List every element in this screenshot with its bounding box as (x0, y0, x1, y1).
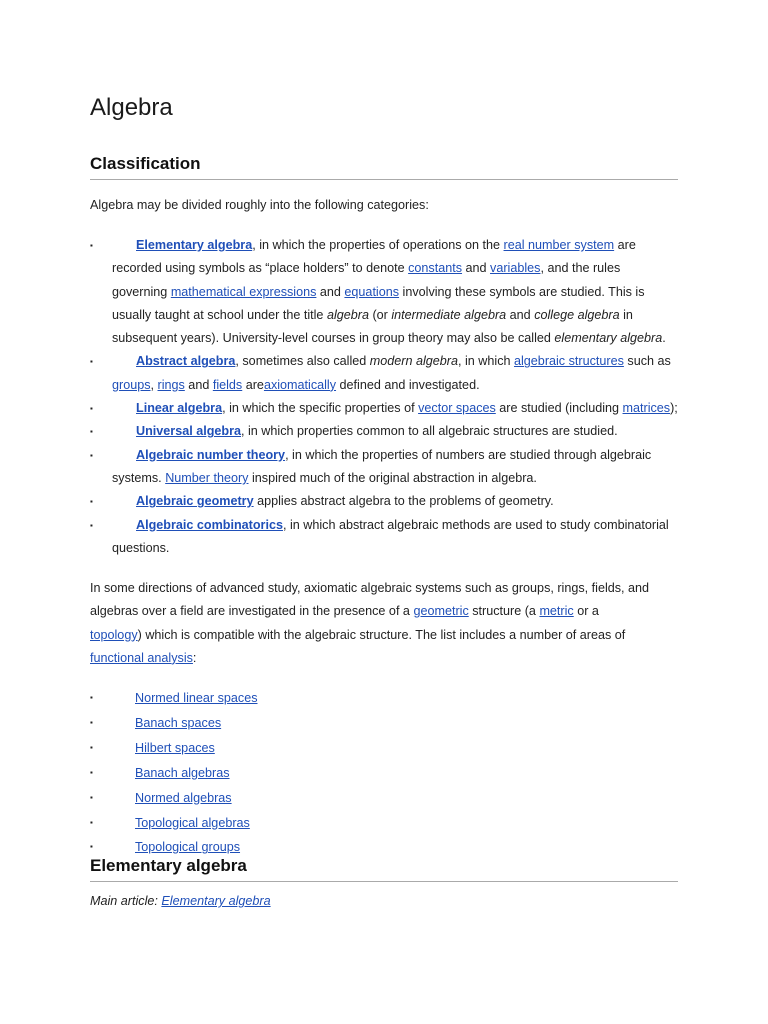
text: such as (623, 354, 671, 369)
link-algebraic-geometry[interactable]: Algebraic geometry (136, 494, 254, 509)
link-banach-algebras[interactable]: Banach algebras (135, 765, 230, 780)
link-topological-groups[interactable]: Topological groups (135, 840, 241, 855)
list-item (90, 420, 678, 443)
bullet-icon: ▪ (90, 717, 93, 727)
bullet-icon: ▪ (90, 767, 93, 777)
link-variables[interactable]: variables (490, 261, 541, 276)
link-universal-algebra[interactable]: Universal algebra (136, 424, 241, 439)
text: , in which abstract algebraic methods are used to study combinatorial questions. (112, 517, 669, 555)
text: (or (368, 307, 392, 322)
link-functional-analysis[interactable]: functional analysis (90, 650, 193, 665)
list-item (90, 444, 678, 491)
link-abstract-algebra[interactable]: Abstract algebra (136, 354, 236, 369)
link-mathematical-expressions[interactable]: mathematical expressions (170, 284, 317, 299)
bullet-icon: ▪ (90, 817, 93, 827)
list-item (90, 786, 258, 811)
link-linear-algebra[interactable]: Linear algebra (136, 401, 223, 416)
bullet-icon: ▪ (90, 450, 93, 460)
text: , (150, 377, 158, 392)
emphasis: algebra (326, 307, 369, 322)
text: , and the rules governing (112, 261, 621, 299)
text: . (662, 331, 666, 346)
text: , sometimes also called (235, 354, 370, 369)
link-hilbert-spaces[interactable]: Hilbert spaces (135, 740, 215, 755)
text: structure (a (468, 604, 540, 619)
text: ) which is compatible with the algebraic structure. The list includes a number of areas of (137, 627, 626, 642)
list-item (90, 514, 678, 561)
section-heading-classification: Classification (90, 153, 678, 180)
text: and (506, 307, 535, 322)
link-topological-algebras[interactable]: Topological algebras (135, 815, 250, 830)
bullet-icon: ▪ (90, 842, 93, 852)
text: are recorded using symbols as “place holders” to denote (112, 238, 636, 276)
link-elementary-algebra[interactable]: Elementary algebra (136, 238, 253, 252)
list-item (90, 234, 678, 350)
link-banach-spaces[interactable]: Banach spaces (135, 715, 222, 730)
text: defined and investigated. (336, 377, 480, 392)
list-item (90, 736, 258, 761)
list-item (90, 811, 258, 836)
text: applies abstract algebra to the problems of geometry. (253, 494, 554, 509)
bullet-icon: ▪ (90, 404, 93, 414)
link-topology[interactable]: topology (90, 627, 138, 642)
list-item (90, 397, 678, 420)
bullet-icon: ▪ (90, 742, 93, 752)
link-matrices[interactable]: matrices (622, 401, 671, 416)
link-normed-linear-spaces[interactable]: Normed linear spaces (135, 691, 258, 705)
text: are (242, 377, 264, 392)
list-item (90, 761, 258, 786)
emphasis: college algebra (534, 307, 620, 322)
bullet-icon: ▪ (90, 520, 93, 530)
text: , in which the specific properties of (222, 401, 419, 416)
list-item (90, 490, 678, 513)
bullet-icon: ▪ (90, 693, 93, 702)
emphasis: elementary algebra (554, 331, 663, 346)
main-article-label: Main article: (90, 894, 162, 908)
link-axiomatically[interactable]: axiomatically (263, 377, 337, 392)
link-geometric[interactable]: geometric (413, 604, 469, 619)
link-normed-algebras[interactable]: Normed algebras (135, 790, 232, 805)
bullet-icon: ▪ (90, 497, 93, 507)
emphasis: modern algebra (369, 354, 458, 369)
link-equations[interactable]: equations (344, 284, 400, 299)
text: : (192, 650, 197, 665)
text: , in which (458, 354, 514, 369)
page-title: Algebra (90, 94, 173, 121)
bullet-icon: ▪ (90, 357, 93, 367)
text: and (316, 284, 345, 299)
link-number-theory[interactable]: Number theory (165, 470, 249, 485)
list-item (90, 686, 258, 711)
text: In some directions of advanced study, axiomatic algebraic systems such as groups, rings, fields, and algebras over a field are investigated in the presence of a (90, 581, 650, 619)
list-item (90, 711, 258, 736)
link-vector-spaces[interactable]: vector spaces (418, 401, 496, 416)
link-algebraic-structures[interactable]: algebraic structures (514, 354, 624, 369)
link-algebraic-combinatorics[interactable]: Algebraic combinatorics (136, 517, 283, 532)
text: involving these symbols are studied. This is usually taught at school under the title (112, 284, 645, 322)
text: are studied (including (495, 401, 623, 416)
classification-intro: Algebra may be divided roughly into the following categories: (90, 198, 429, 212)
advanced-study-paragraph (90, 577, 650, 670)
functional-analysis-list (90, 686, 258, 860)
text: ); (670, 401, 678, 416)
text: and (184, 377, 213, 392)
list-item (90, 350, 678, 397)
text: inspired much of the original abstraction in algebra. (248, 470, 537, 485)
link-rings[interactable]: rings (157, 377, 185, 392)
text: , in which the properties of numbers are studied through algebraic systems. (112, 447, 652, 485)
section-heading-elementary-algebra: Elementary algebra (90, 855, 678, 882)
bullet-icon: ▪ (90, 427, 93, 437)
categories-list (90, 234, 678, 560)
link-algebraic-number-theory[interactable]: Algebraic number theory (136, 447, 286, 462)
bullet-icon: ▪ (90, 792, 93, 802)
link-constants[interactable]: constants (408, 261, 463, 276)
text: or a (573, 604, 599, 619)
link-real-number-system[interactable]: real number system (503, 238, 615, 252)
text: , in which properties common to all algebraic structures are studied. (241, 424, 618, 439)
link-groups[interactable]: groups (112, 377, 151, 392)
text: in subsequent years). University-level courses in group theory may also be called (112, 307, 633, 346)
emphasis: intermediate algebra (391, 307, 507, 322)
main-article-note (90, 892, 271, 910)
link-fields[interactable]: fields (212, 377, 243, 392)
text: and (462, 261, 491, 276)
link-main-article-elementary-algebra[interactable]: Elementary algebra (161, 894, 271, 908)
bullet-icon: ▪ (90, 241, 93, 250)
link-metric[interactable]: metric (539, 604, 574, 619)
text: , in which the properties of operations on the (252, 238, 504, 252)
